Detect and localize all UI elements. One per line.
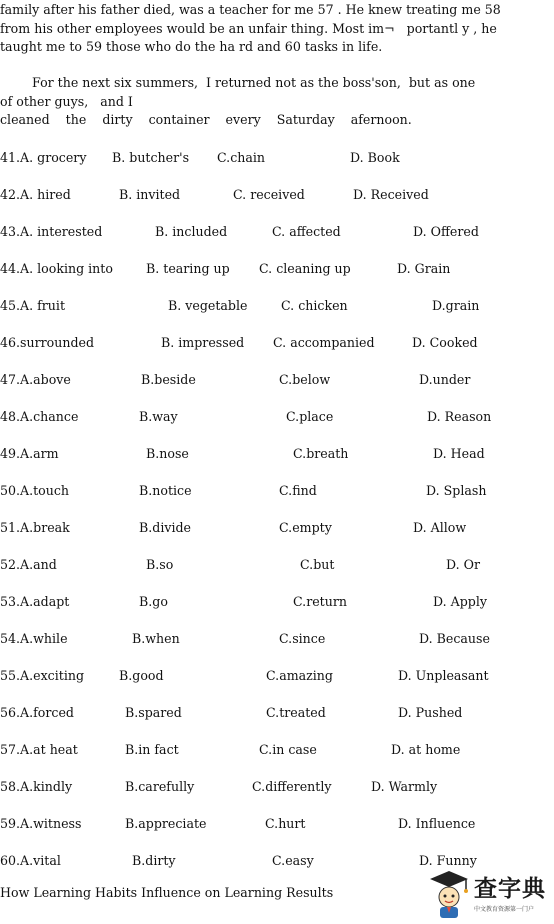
option-a: 49.A.arm [0,446,59,461]
logo-text: 查字典 [474,876,546,902]
option-a: 42.A. hired [0,187,71,202]
option-b: B.good [119,668,164,683]
option-c: C. affected [272,224,341,239]
question-row [0,520,554,536]
option-b: B.carefully [125,779,195,794]
question-row [0,261,554,277]
option-b: B.notice [139,483,192,498]
question-row [0,631,554,647]
option-b: B.so [146,557,174,572]
option-c: C.breath [293,446,349,461]
option-d: D. Received [353,187,429,202]
option-c: C.differently [252,779,332,794]
option-b: B.when [132,631,180,646]
option-b: B.spared [125,705,182,720]
option-b: B.dirty [132,853,176,868]
option-a: 52.A.and [0,557,57,572]
option-b: B.divide [139,520,192,535]
question-row [0,372,554,388]
option-c: C.return [293,594,347,609]
option-d: D. Warmly [371,779,438,794]
option-c: C. received [233,187,305,202]
option-a: 45.A. fruit [0,298,66,313]
option-c: C.but [300,557,335,572]
question-row [0,483,554,499]
option-a: 57.A.at heat [0,742,78,757]
option-a: 43.A. interested [0,224,103,239]
option-c: C. cleaning up [259,261,351,276]
section-heading: How Learning Habits Influence on Learning Results [0,885,334,900]
question-row [0,298,554,314]
option-c: C. accompanied [273,335,375,350]
question-row [0,446,554,462]
option-d: D. Influence [398,816,476,831]
option-d: D. Unpleasant [398,668,489,683]
passage-line: from his other employees would be an unfair thing. Most im¬ portantl y , he [0,21,497,36]
site-logo [426,866,554,920]
option-a: 50.A.touch [0,483,70,498]
option-c: C.since [279,631,326,646]
option-c: C.chain [217,150,266,165]
option-b: B.go [139,594,168,609]
option-a: 53.A.adapt [0,594,70,609]
option-d: D. Apply [433,594,488,609]
option-a: 59.A.witness [0,816,82,831]
option-d: D. Head [433,446,485,461]
option-d: D. Offered [413,224,479,239]
option-c: C.in case [259,742,317,757]
passage-line: taught me to 59 those who do the ha rd and 60 tasks in life. [0,39,383,54]
question-row [0,335,554,351]
option-a: 44.A. looking into [0,261,113,276]
passage-line: family after his father died, was a teacher for me 57 . He knew treating me 58 [0,2,501,17]
question-row [0,742,554,758]
question-row [0,150,554,166]
option-c: C. chicken [281,298,348,313]
question-row [0,409,554,425]
question-row [0,594,554,610]
option-c: C.find [279,483,317,498]
question-row [0,816,554,832]
option-d: D. Allow [413,520,467,535]
option-a: 58.A.kindly [0,779,73,794]
option-d: D. Funny [419,853,477,868]
option-d: D. Book [350,150,400,165]
option-a: 51.A.break [0,520,70,535]
option-d: D. Grain [397,261,451,276]
graduate-cap-icon [426,866,472,920]
option-c: C.easy [272,853,314,868]
passage-line: For the next six summers, I returned not as the boss'son, but as one [0,75,476,90]
passage-line: of other guys, and I [0,94,133,109]
option-b: B.way [139,409,178,424]
option-a: 47.A.above [0,372,71,387]
option-d: D. Splash [426,483,487,498]
option-b: B. impressed [161,335,245,350]
option-b: B. vegetable [168,298,248,313]
logo-subtitle: 中文教育资源第一门户 [474,906,535,913]
option-c: C.empty [279,520,332,535]
option-b: B.in fact [125,742,179,757]
option-b: B. included [155,224,228,239]
option-a: 56.A.forced [0,705,74,720]
option-b: B. butcher's [112,150,190,165]
option-a: 48.A.chance [0,409,79,424]
passage-line: cleaned the dirty container every Saturday afernoon. [0,112,412,127]
option-d: D. Cooked [412,335,478,350]
question-row [0,779,554,795]
option-d: D. at home [391,742,461,757]
question-row [0,705,554,721]
option-d: D. Or [446,557,480,572]
option-d: D. Reason [427,409,492,424]
option-b: B. tearing up [146,261,230,276]
option-a: 46.surrounded [0,335,95,350]
option-b: B. invited [119,187,181,202]
option-d: D. Because [419,631,490,646]
question-row [0,187,554,203]
option-a: 41.A. grocery [0,150,87,165]
option-a: 60.A.vital [0,853,61,868]
option-a: 55.A.exciting [0,668,85,683]
option-d: D.under [419,372,471,387]
option-c: C.hurt [265,816,306,831]
question-row [0,668,554,684]
option-d: D.grain [432,298,480,313]
question-row [0,557,554,573]
option-d: D. Pushed [398,705,463,720]
option-b: B.nose [146,446,189,461]
option-c: C.below [279,372,331,387]
option-c: C.treated [266,705,326,720]
option-c: C.place [286,409,334,424]
question-row [0,224,554,240]
option-b: B.beside [141,372,196,387]
option-b: B.appreciate [125,816,207,831]
option-a: 54.A.while [0,631,68,646]
option-c: C.amazing [266,668,333,683]
